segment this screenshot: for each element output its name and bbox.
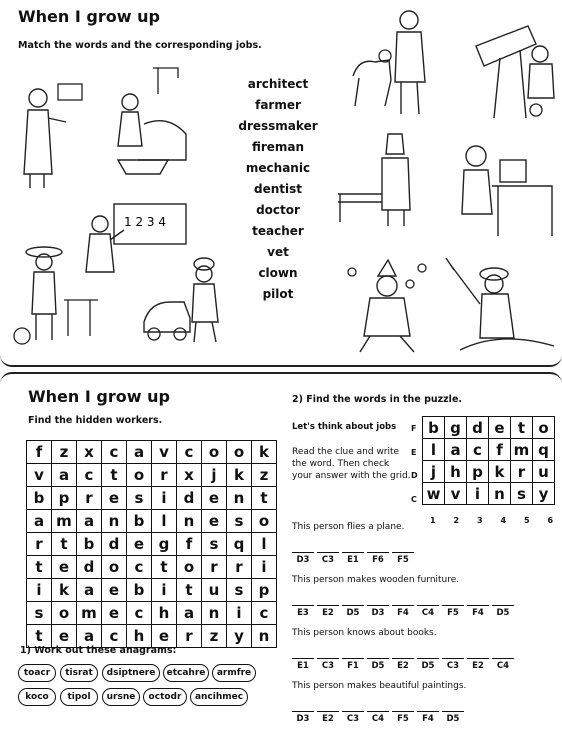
puzzle-cell: g (445, 417, 467, 439)
match-instruction: Match the words and the corresponding jobs. (18, 40, 262, 51)
anagram-heading: 1) Work out these anagrams: (20, 645, 177, 656)
word-search-cell: o (177, 556, 202, 579)
word-search-cell: x (177, 464, 202, 487)
puzzle-cell: d (467, 417, 489, 439)
doctor-illustration (14, 78, 98, 190)
word-search-cell: b (27, 487, 52, 510)
worksheet-puzzles (0, 372, 562, 735)
puzzle-cell: w (423, 483, 445, 505)
word-search-cell: a (177, 602, 202, 625)
word-search-cell: o (127, 464, 152, 487)
word-search-cell: d (77, 556, 102, 579)
answer-blank[interactable]: C3 (342, 711, 364, 724)
anagram-pill: dsiptnere (102, 664, 160, 682)
answer-blank[interactable]: E2 (392, 658, 414, 671)
answer-blank[interactable]: D5 (367, 658, 389, 671)
fireman-illustration (440, 250, 556, 354)
answer-blank[interactable]: F5 (392, 552, 414, 565)
word-search-cell: n (252, 625, 277, 648)
word-search-row (27, 487, 277, 510)
word-search-cell: v (152, 441, 177, 464)
word-teacher: teacher (252, 224, 304, 238)
word-fireman: fireman (251, 140, 305, 154)
puzzle-cell: j (423, 461, 445, 483)
word-search-cell: j (202, 464, 227, 487)
word-search-cell: x (77, 441, 102, 464)
answer-blank[interactable]: D5 (442, 711, 464, 724)
puzzle-cell: l (423, 439, 445, 461)
word-search-cell: z (202, 625, 227, 648)
word-search-cell: a (77, 579, 102, 602)
puzzle-cell: a (445, 439, 467, 461)
dentist-illustration (98, 64, 193, 176)
puzzle-cell: h (445, 461, 467, 483)
answer-blank[interactable]: D3 (367, 605, 389, 618)
word-dentist: dentist (254, 182, 302, 196)
puzzle-cell: u (533, 461, 555, 483)
word-search-cell: s (227, 510, 252, 533)
puzzle-cell: e (489, 417, 511, 439)
answer-blank[interactable]: E2 (317, 711, 339, 724)
word-search-cell: l (252, 533, 277, 556)
word-search-cell: a (52, 464, 77, 487)
word-search-cell: t (27, 625, 52, 648)
puzzle-cell: p (467, 461, 489, 483)
word-search-cell: e (152, 625, 177, 648)
word-search-cell: h (152, 602, 177, 625)
answer-blank[interactable]: C4 (367, 711, 389, 724)
puzzle-cell: q (533, 439, 555, 461)
word-search-cell: e (102, 487, 127, 510)
puzzle-col-label: 6 (547, 516, 554, 525)
puzzle-row (423, 439, 555, 461)
word-vet: vet (267, 245, 289, 259)
answer-blank[interactable]: E2 (467, 658, 489, 671)
puzzle-row-label: C (411, 494, 417, 504)
word-search-cell: c (177, 441, 202, 464)
pilot-illustration (336, 130, 428, 228)
word-search-cell: v (27, 464, 52, 487)
letter-puzzle-grid (422, 416, 555, 505)
word-search-cell: o (227, 441, 252, 464)
puzzle-col-label: 2 (453, 516, 460, 525)
word-search-cell: e (102, 602, 127, 625)
word-search-cell: o (252, 510, 277, 533)
word-search-cell: i (252, 556, 277, 579)
answer-blank[interactable]: C3 (317, 552, 339, 565)
answer-blank[interactable]: D3 (292, 552, 314, 565)
anagram-pill: armfre (212, 664, 256, 682)
puzzle-cell: o (533, 417, 555, 439)
mechanic-illustration (140, 252, 230, 344)
clue-text: This person makes beautiful paintings. (292, 681, 467, 691)
word-pilot: pilot (262, 287, 294, 301)
word-search-cell: e (202, 487, 227, 510)
word-search-cell: t (52, 533, 77, 556)
anagram-pill: ursne (102, 688, 140, 706)
word-search-row (27, 441, 277, 464)
word-search-cell: i (27, 579, 52, 602)
board-text: 1 2 3 4 (124, 215, 166, 229)
find-hidden-instruction: Find the hidden workers. (28, 415, 163, 426)
word-search-grid (26, 440, 277, 648)
puzzle-cell: v (445, 483, 467, 505)
word-search-cell: f (177, 533, 202, 556)
word-search-cell: r (27, 533, 52, 556)
word-search-cell: y (227, 625, 252, 648)
puzzle-cell: t (511, 417, 533, 439)
word-search-cell: r (227, 556, 252, 579)
word-search-cell: u (202, 579, 227, 602)
page-title: When I grow up (18, 7, 160, 26)
word-clown: clown (258, 266, 298, 280)
word-search-cell: c (102, 625, 127, 648)
worksheet-match-jobs (0, 0, 562, 367)
answer-blank[interactable]: D3 (292, 711, 314, 724)
answer-blank[interactable]: F1 (342, 658, 364, 671)
word-search-cell: t (27, 556, 52, 579)
puzzle-cell: n (489, 483, 511, 505)
answer-blank[interactable]: F6 (367, 552, 389, 565)
word-search-cell: f (27, 441, 52, 464)
answer-blank[interactable]: D5 (492, 605, 514, 618)
word-search-cell: i (227, 602, 252, 625)
puzzle-row-label: E (411, 447, 417, 457)
clue-text: This person makes wooden furniture. (292, 575, 460, 585)
word-search-cell: a (77, 510, 102, 533)
puzzle-cell: y (533, 483, 555, 505)
word-architect: architect (247, 77, 309, 91)
answer-blank[interactable]: F4 (392, 605, 414, 618)
anagram-pill: tipol (60, 688, 98, 706)
word-search-cell: o (52, 602, 77, 625)
word-search-cell: i (152, 487, 177, 510)
answer-blank[interactable]: F4 (417, 711, 439, 724)
word-search-row (27, 579, 277, 602)
word-search-cell: r (152, 464, 177, 487)
word-search-cell: b (77, 533, 102, 556)
word-search-cell: p (252, 579, 277, 602)
word-search-cell: n (102, 510, 127, 533)
puzzle-row (423, 417, 555, 439)
word-search-row (27, 464, 277, 487)
answer-blank[interactable]: E1 (342, 552, 364, 565)
puzzle-row-label: F (411, 424, 417, 433)
answer-blank[interactable]: C4 (417, 605, 439, 618)
word-search-row (27, 510, 277, 533)
word-search-cell: q (227, 533, 252, 556)
dressmaker-illustration (452, 142, 556, 240)
word-search-cell: n (202, 602, 227, 625)
puzzle-cell: c (467, 439, 489, 461)
word-search-cell: n (227, 487, 252, 510)
word-mechanic: mechanic (245, 161, 311, 175)
answer-blank[interactable]: F5 (392, 711, 414, 724)
word-search-cell: r (202, 556, 227, 579)
puzzle-row (423, 483, 555, 505)
word-search-cell: s (227, 579, 252, 602)
word-search-cell: l (152, 510, 177, 533)
word-search-cell: b (127, 579, 152, 602)
word-search-cell: s (202, 533, 227, 556)
think-text: Read the clue and write the word. Then check your answer with the grid. (292, 447, 411, 481)
word-search-cell: d (102, 533, 127, 556)
word-search-cell: k (227, 464, 252, 487)
anagram-pill: ancihmec (190, 688, 248, 706)
anagram-pill: koco (18, 688, 56, 706)
answer-blank[interactable]: C4 (492, 658, 514, 671)
puzzle-col-label: 5 (524, 516, 530, 525)
puzzle-cell: i (467, 483, 489, 505)
answer-blank[interactable]: C3 (442, 658, 464, 671)
puzzle-col-label: 3 (477, 516, 483, 525)
puzzle-cell: s (511, 483, 533, 505)
word-search-cell: k (52, 579, 77, 602)
answer-blank[interactable]: D5 (417, 658, 439, 671)
word-search-cell: o (202, 441, 227, 464)
word-search-cell: c (127, 602, 152, 625)
word-farmer: farmer (255, 98, 301, 112)
puzzle-row-label: D (411, 471, 418, 480)
think-title: Let's think about jobs (292, 422, 397, 432)
word-search-cell: h (127, 625, 152, 648)
word-search-cell: s (27, 602, 52, 625)
word-search-cell: o (102, 556, 127, 579)
answer-blank[interactable]: D5 (342, 605, 364, 618)
word-search-row (27, 556, 277, 579)
puzzle-cell: r (511, 461, 533, 483)
word-search-cell: i (152, 579, 177, 602)
anagram-pill: tisrat (60, 664, 98, 682)
word-search-cell: c (127, 556, 152, 579)
puzzle-row (423, 461, 555, 483)
word-search-row (27, 533, 277, 556)
word-search-cell: z (52, 441, 77, 464)
word-doctor: doctor (256, 203, 300, 217)
word-search-cell: e (102, 579, 127, 602)
architect-illustration (470, 10, 560, 122)
puzzle-cell: b (423, 417, 445, 439)
anagram-pill: etcahre (163, 664, 209, 682)
clown-illustration (340, 258, 434, 356)
clue-text: This person knows about books. (292, 628, 437, 638)
answer-blank[interactable]: E3 (292, 605, 314, 618)
answer-blank[interactable]: F4 (467, 605, 489, 618)
puzzle-col-label: 4 (500, 516, 507, 525)
word-search-cell: d (177, 487, 202, 510)
answer-blank[interactable]: E1 (292, 658, 314, 671)
word-search-cell: z (252, 464, 277, 487)
word-search-cell: r (177, 625, 202, 648)
word-search-cell: n (177, 510, 202, 533)
answer-blank[interactable]: C3 (317, 658, 339, 671)
word-search-cell: c (252, 602, 277, 625)
vet-illustration (345, 6, 445, 118)
word-search-cell: e (52, 625, 77, 648)
worksheet-title: When I grow up (28, 387, 170, 406)
word-dressmaker: dressmaker (238, 119, 318, 133)
word-search-cell: k (252, 441, 277, 464)
word-search-row (27, 602, 277, 625)
word-search-cell: e (52, 556, 77, 579)
word-search-cell: t (102, 464, 127, 487)
word-search-cell: g (152, 533, 177, 556)
puzzle-cell: k (489, 461, 511, 483)
clue-text: This person flies a plane. (292, 522, 405, 532)
answer-blank[interactable]: E2 (317, 605, 339, 618)
word-search-cell: t (177, 579, 202, 602)
word-search-cell: b (127, 510, 152, 533)
word-search-cell: r (77, 487, 102, 510)
word-search-cell: c (102, 441, 127, 464)
word-search-cell: t (152, 556, 177, 579)
answer-blank[interactable]: F5 (442, 605, 464, 618)
puzzle-col-label: 1 (430, 516, 436, 525)
anagram-pill: octodr (143, 688, 187, 706)
word-search-cell: m (52, 510, 77, 533)
word-search-cell: t (252, 487, 277, 510)
word-search-cell: a (77, 625, 102, 648)
farmer-illustration (10, 240, 100, 348)
word-search-cell: p (52, 487, 77, 510)
puzzle-heading: 2) Find the words in the puzzle. (292, 394, 462, 405)
word-search-cell: a (27, 510, 52, 533)
word-search-cell: m (77, 602, 102, 625)
word-search-cell: e (202, 510, 227, 533)
anagram-pill: toacr (18, 664, 56, 682)
word-search-cell: c (77, 464, 102, 487)
word-search-cell: a (127, 441, 152, 464)
word-search-cell: e (127, 533, 152, 556)
puzzle-cell: f (489, 439, 511, 461)
puzzle-cell: m (511, 439, 533, 461)
word-search-cell: s (127, 487, 152, 510)
